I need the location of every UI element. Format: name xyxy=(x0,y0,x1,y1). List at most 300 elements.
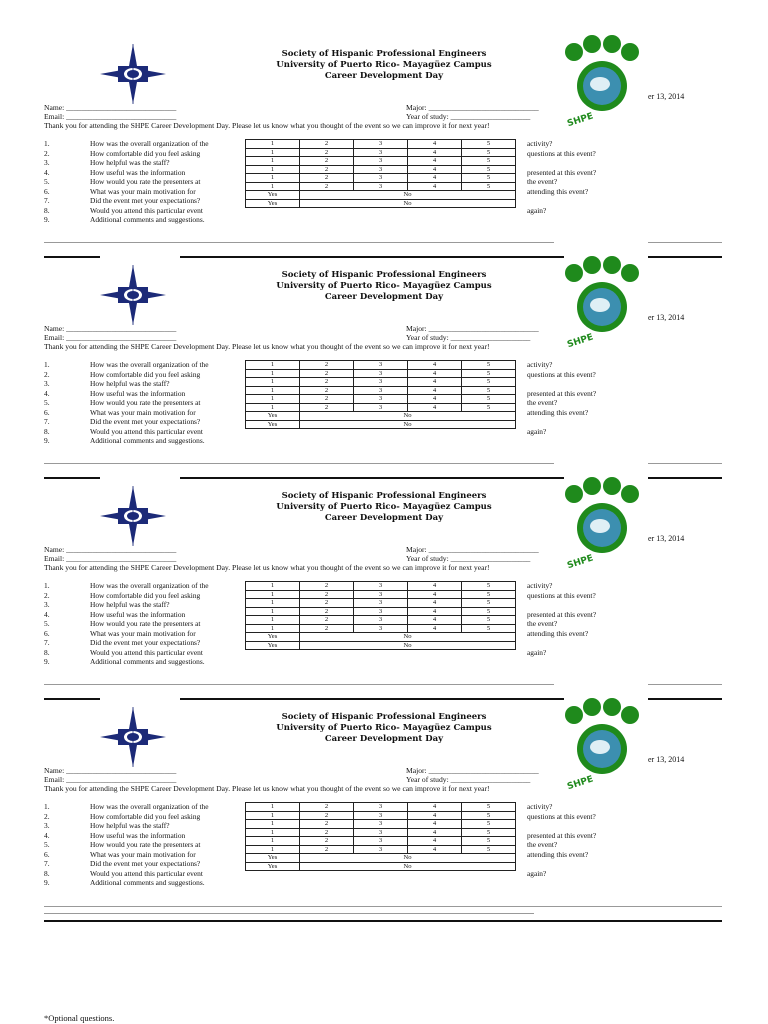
rating-option-4[interactable]: 4 xyxy=(408,607,462,616)
question-continuation: attending this event? xyxy=(527,186,589,196)
question-number: 6. xyxy=(44,628,50,638)
major-field[interactable]: Major: _____________________________ xyxy=(406,545,539,554)
event-title: Career Development Day xyxy=(324,734,444,744)
rating-option-4[interactable]: 4 xyxy=(408,395,462,404)
rating-option-2[interactable]: 2 xyxy=(300,582,354,591)
rating-option-3[interactable]: 3 xyxy=(354,174,408,183)
rating-option-3[interactable]: 3 xyxy=(354,845,408,854)
rating-option-4[interactable]: 4 xyxy=(408,386,462,395)
question-continuation: activity? xyxy=(527,139,553,148)
rating-option-3[interactable]: 3 xyxy=(354,386,408,395)
shpe-uprm-paw-logo xyxy=(560,255,640,351)
question-continuation: presented at this event? xyxy=(527,167,597,177)
question-number: 9. xyxy=(44,878,50,887)
yes-option[interactable]: Yes xyxy=(246,199,300,208)
name-field[interactable]: Name: _____________________________ xyxy=(44,103,177,112)
question-text: Would you attend this particular event xyxy=(90,205,203,215)
rating-option-2[interactable]: 2 xyxy=(300,828,354,837)
rating-option-5[interactable]: 5 xyxy=(462,174,516,183)
rating-option-1[interactable]: 1 xyxy=(246,395,300,404)
question-number: 8. xyxy=(44,205,50,215)
question-text: How comfortable did you feel asking xyxy=(90,590,201,600)
question-number: 8. xyxy=(44,868,50,878)
question-continuation: the event? xyxy=(527,177,558,186)
question-text: Did the event met your expectations? xyxy=(90,859,201,868)
rating-grid xyxy=(245,802,516,871)
rating-option-3[interactable]: 3 xyxy=(354,820,408,829)
rating-option-4[interactable]: 4 xyxy=(408,590,462,599)
rating-option-3[interactable]: 3 xyxy=(354,148,408,157)
thank-you-text: Thank you for attending the SHPE Career Development Day. Please let us know what you thought of the event so we can improve it for next year! xyxy=(44,784,490,793)
question-number: 3. xyxy=(44,600,50,609)
rating-option-1[interactable]: 1 xyxy=(246,403,300,412)
question-text: How helpful was the staff? xyxy=(90,158,170,167)
rating-option-4[interactable]: 4 xyxy=(408,369,462,378)
rating-option-5[interactable]: 5 xyxy=(462,845,516,854)
rating-option-1[interactable]: 1 xyxy=(246,616,300,625)
rating-option-5[interactable]: 5 xyxy=(462,182,516,191)
cut-line xyxy=(648,463,722,464)
event-title: Career Development Day xyxy=(324,292,444,302)
question-number: 3. xyxy=(44,379,50,388)
rating-option-4[interactable]: 4 xyxy=(408,828,462,837)
rating-option-2[interactable]: 2 xyxy=(300,820,354,829)
question-number: 7. xyxy=(44,196,50,205)
question-number: 6. xyxy=(44,849,50,859)
question-text: How useful was the information xyxy=(90,167,186,177)
rating-row xyxy=(246,395,516,404)
rating-option-2[interactable]: 2 xyxy=(300,182,354,191)
optional-footnote: *Optional questions. xyxy=(44,1013,115,1023)
cut-line xyxy=(648,698,722,700)
question-number: 8. xyxy=(44,647,50,657)
rating-option-1[interactable]: 1 xyxy=(246,845,300,854)
question-number: 9. xyxy=(44,215,50,224)
rating-option-4[interactable]: 4 xyxy=(408,599,462,608)
rating-option-2[interactable]: 2 xyxy=(300,837,354,846)
question-continuation: presented at this event? xyxy=(527,830,597,840)
question-text: Would you attend this particular event xyxy=(90,426,203,436)
cut-line xyxy=(44,906,722,907)
event-date: er 13, 2014 xyxy=(648,92,685,101)
rating-option-3[interactable]: 3 xyxy=(354,378,408,387)
question-continuation: the event? xyxy=(527,398,558,407)
question-number: 7. xyxy=(44,638,50,647)
rating-option-5[interactable]: 5 xyxy=(462,803,516,812)
question-number: 9. xyxy=(44,436,50,445)
no-option[interactable]: No xyxy=(300,641,516,650)
rating-option-5[interactable]: 5 xyxy=(462,624,516,633)
rating-option-5[interactable]: 5 xyxy=(462,378,516,387)
event-title: Career Development Day xyxy=(324,513,444,523)
rating-option-4[interactable]: 4 xyxy=(408,165,462,174)
rating-option-5[interactable]: 5 xyxy=(462,386,516,395)
no-option[interactable]: No xyxy=(300,420,516,429)
question-text: Would you attend this particular event xyxy=(90,868,203,878)
yes-option[interactable]: Yes xyxy=(246,641,300,650)
rating-option-5[interactable]: 5 xyxy=(462,820,516,829)
rating-option-2[interactable]: 2 xyxy=(300,165,354,174)
question-text: Additional comments and suggestions. xyxy=(90,436,205,445)
rating-option-4[interactable]: 4 xyxy=(408,361,462,370)
survey-form-3 xyxy=(0,486,768,707)
cut-line xyxy=(648,256,722,258)
question-number: 4. xyxy=(44,388,50,398)
question-text: How would you rate the presenters at xyxy=(90,177,201,186)
rating-option-1[interactable]: 1 xyxy=(246,811,300,820)
rating-option-2[interactable]: 2 xyxy=(300,845,354,854)
major-field[interactable]: Major: _____________________________ xyxy=(406,103,539,112)
event-date: er 13, 2014 xyxy=(648,313,685,322)
name-field[interactable]: Name: _____________________________ xyxy=(44,766,177,775)
rating-option-3[interactable]: 3 xyxy=(354,811,408,820)
rating-option-2[interactable]: 2 xyxy=(300,378,354,387)
question-number: 3. xyxy=(44,158,50,167)
question-number: 4. xyxy=(44,609,50,619)
question-continuation: the event? xyxy=(527,619,558,628)
rating-option-4[interactable]: 4 xyxy=(408,157,462,166)
name-field[interactable]: Name: _____________________________ xyxy=(44,545,177,554)
yes-no-row xyxy=(246,854,516,863)
rating-option-2[interactable]: 2 xyxy=(300,616,354,625)
year-of-study-field[interactable]: Year of study: _____________________ xyxy=(406,554,531,563)
question-continuation: again? xyxy=(527,647,547,657)
rating-row xyxy=(246,182,516,191)
cut-line xyxy=(180,477,564,479)
question-number: 1. xyxy=(44,139,50,148)
question-text: Did the event met your expectations? xyxy=(90,417,201,426)
cut-line xyxy=(648,684,722,685)
question-text: Additional comments and suggestions. xyxy=(90,215,205,224)
rating-option-3[interactable]: 3 xyxy=(354,369,408,378)
rating-row xyxy=(246,148,516,157)
rating-row xyxy=(246,590,516,599)
rating-option-1[interactable]: 1 xyxy=(246,182,300,191)
question-text: Did the event met your expectations? xyxy=(90,638,201,647)
rating-option-1[interactable]: 1 xyxy=(246,607,300,616)
rating-option-1[interactable]: 1 xyxy=(246,820,300,829)
rating-option-5[interactable]: 5 xyxy=(462,811,516,820)
rating-option-2[interactable]: 2 xyxy=(300,369,354,378)
rating-option-2[interactable]: 2 xyxy=(300,599,354,608)
yes-option[interactable]: Yes xyxy=(246,412,300,421)
rating-option-1[interactable]: 1 xyxy=(246,361,300,370)
rating-row xyxy=(246,369,516,378)
rating-option-3[interactable]: 3 xyxy=(354,590,408,599)
rating-option-5[interactable]: 5 xyxy=(462,361,516,370)
question-text: What was your main motivation for xyxy=(90,849,196,859)
question-continuation: activity? xyxy=(527,802,553,811)
yes-no-row xyxy=(246,633,516,642)
rating-option-3[interactable]: 3 xyxy=(354,599,408,608)
rating-option-3[interactable]: 3 xyxy=(354,582,408,591)
yes-option[interactable]: Yes xyxy=(246,854,300,863)
question-number: 5. xyxy=(44,840,50,849)
question-text: Did the event met your expectations? xyxy=(90,196,201,205)
major-field[interactable]: Major: _____________________________ xyxy=(406,766,539,775)
rating-option-5[interactable]: 5 xyxy=(462,590,516,599)
cut-line xyxy=(44,913,534,914)
rating-option-4[interactable]: 4 xyxy=(408,582,462,591)
rating-option-2[interactable]: 2 xyxy=(300,386,354,395)
email-field[interactable]: Email: _____________________________ xyxy=(44,333,177,342)
rating-row xyxy=(246,361,516,370)
no-option[interactable]: No xyxy=(300,854,516,863)
question-continuation: presented at this event? xyxy=(527,609,597,619)
rating-option-5[interactable]: 5 xyxy=(462,148,516,157)
event-date: er 13, 2014 xyxy=(648,755,685,764)
rating-option-4[interactable]: 4 xyxy=(408,174,462,183)
rating-row xyxy=(246,582,516,591)
rating-option-5[interactable]: 5 xyxy=(462,828,516,837)
rating-option-5[interactable]: 5 xyxy=(462,140,516,149)
rating-option-2[interactable]: 2 xyxy=(300,403,354,412)
thank-you-text: Thank you for attending the SHPE Career Development Day. Please let us know what you thought of the event so we can improve it for next year! xyxy=(44,342,490,351)
email-field[interactable]: Email: _____________________________ xyxy=(44,775,177,784)
rating-option-3[interactable]: 3 xyxy=(354,361,408,370)
question-text: How helpful was the staff? xyxy=(90,379,170,388)
question-text: Additional comments and suggestions. xyxy=(90,657,205,666)
rating-option-2[interactable]: 2 xyxy=(300,148,354,157)
survey-form-4 xyxy=(0,707,768,928)
rating-option-5[interactable]: 5 xyxy=(462,369,516,378)
rating-option-4[interactable]: 4 xyxy=(408,845,462,854)
rating-option-3[interactable]: 3 xyxy=(354,140,408,149)
cut-line xyxy=(44,684,554,685)
rating-option-3[interactable]: 3 xyxy=(354,157,408,166)
rating-option-4[interactable]: 4 xyxy=(408,140,462,149)
rating-option-5[interactable]: 5 xyxy=(462,157,516,166)
question-continuation: again? xyxy=(527,426,547,436)
rating-option-1[interactable]: 1 xyxy=(246,174,300,183)
shpe-compass-logo xyxy=(100,265,166,325)
name-field[interactable]: Name: _____________________________ xyxy=(44,324,177,333)
cut-line xyxy=(44,242,554,243)
rating-row xyxy=(246,803,516,812)
rating-option-3[interactable]: 3 xyxy=(354,607,408,616)
question-number: 4. xyxy=(44,167,50,177)
question-number: 2. xyxy=(44,811,50,821)
no-option[interactable]: No xyxy=(300,862,516,871)
cut-line xyxy=(180,698,564,700)
yes-no-row xyxy=(246,641,516,650)
rating-option-3[interactable]: 3 xyxy=(354,182,408,191)
email-field[interactable]: Email: _____________________________ xyxy=(44,554,177,563)
question-text: How comfortable did you feel asking xyxy=(90,148,201,158)
question-continuation: questions at this event? xyxy=(527,590,596,600)
rating-option-2[interactable]: 2 xyxy=(300,395,354,404)
rating-option-2[interactable]: 2 xyxy=(300,140,354,149)
rating-option-1[interactable]: 1 xyxy=(246,369,300,378)
rating-row xyxy=(246,820,516,829)
rating-option-4[interactable]: 4 xyxy=(408,148,462,157)
question-text: How would you rate the presenters at xyxy=(90,619,201,628)
no-option[interactable]: No xyxy=(300,633,516,642)
rating-row xyxy=(246,599,516,608)
rating-option-1[interactable]: 1 xyxy=(246,148,300,157)
year-of-study-field[interactable]: Year of study: _____________________ xyxy=(406,775,531,784)
question-text: How comfortable did you feel asking xyxy=(90,811,201,821)
question-continuation: again? xyxy=(527,868,547,878)
rating-option-1[interactable]: 1 xyxy=(246,624,300,633)
rating-option-1[interactable]: 1 xyxy=(246,828,300,837)
yes-no-row xyxy=(246,862,516,871)
rating-option-1[interactable]: 1 xyxy=(246,590,300,599)
question-text: How was the overall organization of the xyxy=(90,581,209,590)
rating-option-1[interactable]: 1 xyxy=(246,837,300,846)
campus-title: University of Puerto Rico- Mayagüez Campus xyxy=(276,723,492,733)
rating-option-2[interactable]: 2 xyxy=(300,157,354,166)
question-number: 1. xyxy=(44,581,50,590)
rating-option-1[interactable]: 1 xyxy=(246,386,300,395)
major-field[interactable]: Major: _____________________________ xyxy=(406,324,539,333)
rating-option-1[interactable]: 1 xyxy=(246,157,300,166)
cut-line xyxy=(180,256,564,258)
rating-option-5[interactable]: 5 xyxy=(462,616,516,625)
cut-line xyxy=(44,920,722,922)
svg-text:SHPE: SHPE xyxy=(566,111,595,130)
cut-line xyxy=(648,477,722,479)
shpe-compass-logo xyxy=(100,486,166,546)
no-option[interactable]: No xyxy=(300,191,516,200)
rating-option-2[interactable]: 2 xyxy=(300,607,354,616)
rating-row xyxy=(246,837,516,846)
rating-option-4[interactable]: 4 xyxy=(408,403,462,412)
rating-option-2[interactable]: 2 xyxy=(300,174,354,183)
question-text: How would you rate the presenters at xyxy=(90,840,201,849)
cut-line xyxy=(648,242,722,243)
question-text: How was the overall organization of the xyxy=(90,802,209,811)
rating-option-5[interactable]: 5 xyxy=(462,599,516,608)
rating-option-5[interactable]: 5 xyxy=(462,582,516,591)
question-number: 2. xyxy=(44,369,50,379)
rating-grid xyxy=(245,360,516,429)
rating-option-3[interactable]: 3 xyxy=(354,803,408,812)
shpe-compass-logo xyxy=(100,44,166,104)
rating-option-4[interactable]: 4 xyxy=(408,811,462,820)
yes-option[interactable]: Yes xyxy=(246,191,300,200)
rating-row xyxy=(246,378,516,387)
shpe-uprm-paw-logo xyxy=(560,697,640,793)
question-number: 2. xyxy=(44,148,50,158)
question-text: What was your main motivation for xyxy=(90,628,196,638)
question-continuation: questions at this event? xyxy=(527,811,596,821)
question-continuation: activity? xyxy=(527,360,553,369)
question-text: Additional comments and suggestions. xyxy=(90,878,205,887)
rating-option-5[interactable]: 5 xyxy=(462,165,516,174)
org-title: Society of Hispanic Professional Engineers xyxy=(281,491,487,501)
question-number: 2. xyxy=(44,590,50,600)
rating-option-4[interactable]: 4 xyxy=(408,624,462,633)
question-text: How useful was the information xyxy=(90,388,186,398)
rating-row xyxy=(246,165,516,174)
rating-grid xyxy=(245,139,516,208)
shpe-uprm-paw-logo xyxy=(560,476,640,572)
campus-title: University of Puerto Rico- Mayagüez Campus xyxy=(276,281,492,291)
question-number: 1. xyxy=(44,360,50,369)
question-number: 1. xyxy=(44,802,50,811)
rating-option-3[interactable]: 3 xyxy=(354,624,408,633)
rating-option-4[interactable]: 4 xyxy=(408,820,462,829)
question-text: Would you attend this particular event xyxy=(90,647,203,657)
rating-option-3[interactable]: 3 xyxy=(354,403,408,412)
question-number: 5. xyxy=(44,177,50,186)
question-number: 3. xyxy=(44,821,50,830)
rating-option-5[interactable]: 5 xyxy=(462,607,516,616)
rating-row xyxy=(246,811,516,820)
year-of-study-field[interactable]: Year of study: _____________________ xyxy=(406,333,531,342)
rating-row xyxy=(246,174,516,183)
yes-no-row xyxy=(246,412,516,421)
question-text: How helpful was the staff? xyxy=(90,821,170,830)
yes-option[interactable]: Yes xyxy=(246,633,300,642)
rating-option-3[interactable]: 3 xyxy=(354,165,408,174)
question-text: How would you rate the presenters at xyxy=(90,398,201,407)
rating-option-3[interactable]: 3 xyxy=(354,395,408,404)
question-text: How helpful was the staff? xyxy=(90,600,170,609)
rating-option-3[interactable]: 3 xyxy=(354,837,408,846)
year-of-study-field[interactable]: Year of study: _____________________ xyxy=(406,112,531,121)
question-text: What was your main motivation for xyxy=(90,407,196,417)
email-field[interactable]: Email: _____________________________ xyxy=(44,112,177,121)
rating-row xyxy=(246,403,516,412)
org-title: Society of Hispanic Professional Engineers xyxy=(281,270,487,280)
rating-option-1[interactable]: 1 xyxy=(246,599,300,608)
org-title: Society of Hispanic Professional Engineers xyxy=(281,712,487,722)
rating-option-2[interactable]: 2 xyxy=(300,811,354,820)
event-date: er 13, 2014 xyxy=(648,534,685,543)
rating-option-1[interactable]: 1 xyxy=(246,165,300,174)
campus-title: University of Puerto Rico- Mayagüez Campus xyxy=(276,502,492,512)
cut-line xyxy=(44,256,100,258)
rating-option-4[interactable]: 4 xyxy=(408,803,462,812)
question-continuation: questions at this event? xyxy=(527,148,596,158)
rating-option-4[interactable]: 4 xyxy=(408,616,462,625)
no-option[interactable]: No xyxy=(300,412,516,421)
question-text: How useful was the information xyxy=(90,609,186,619)
rating-option-3[interactable]: 3 xyxy=(354,828,408,837)
rating-option-1[interactable]: 1 xyxy=(246,803,300,812)
survey-form-2 xyxy=(0,265,768,486)
rating-option-1[interactable]: 1 xyxy=(246,378,300,387)
no-option[interactable]: No xyxy=(300,199,516,208)
rating-option-2[interactable]: 2 xyxy=(300,803,354,812)
question-continuation: attending this event? xyxy=(527,628,589,638)
rating-option-4[interactable]: 4 xyxy=(408,182,462,191)
rating-option-1[interactable]: 1 xyxy=(246,582,300,591)
yes-option[interactable]: Yes xyxy=(246,420,300,429)
question-continuation: attending this event? xyxy=(527,407,589,417)
rating-option-2[interactable]: 2 xyxy=(300,624,354,633)
rating-option-2[interactable]: 2 xyxy=(300,590,354,599)
rating-option-2[interactable]: 2 xyxy=(300,361,354,370)
yes-option[interactable]: Yes xyxy=(246,862,300,871)
rating-option-4[interactable]: 4 xyxy=(408,837,462,846)
rating-row xyxy=(246,386,516,395)
rating-option-4[interactable]: 4 xyxy=(408,378,462,387)
rating-option-5[interactable]: 5 xyxy=(462,403,516,412)
survey-form-1 xyxy=(0,44,768,265)
rating-option-1[interactable]: 1 xyxy=(246,140,300,149)
question-continuation: presented at this event? xyxy=(527,388,597,398)
rating-option-5[interactable]: 5 xyxy=(462,395,516,404)
rating-option-3[interactable]: 3 xyxy=(354,616,408,625)
rating-row xyxy=(246,828,516,837)
rating-option-5[interactable]: 5 xyxy=(462,837,516,846)
question-continuation: attending this event? xyxy=(527,849,589,859)
cut-line xyxy=(44,463,554,464)
cut-line xyxy=(44,477,100,479)
